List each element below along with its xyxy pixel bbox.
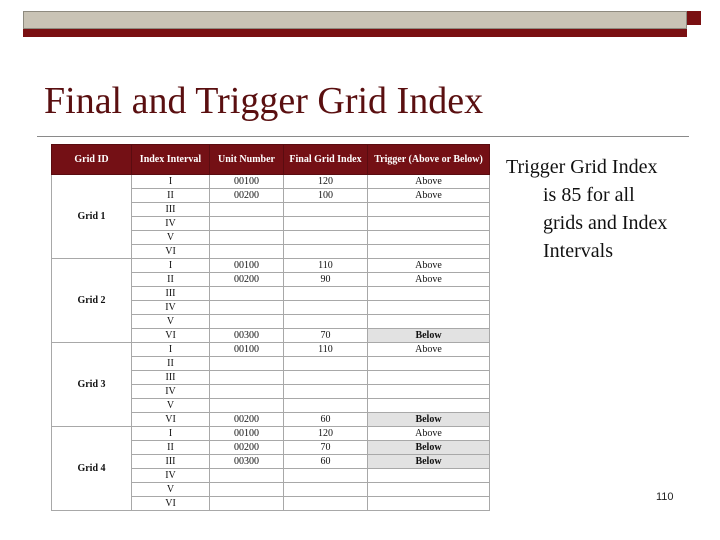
interval-cell: IV bbox=[132, 217, 210, 231]
trigger-cell: Below bbox=[368, 413, 490, 427]
interval-cell: II bbox=[132, 357, 210, 371]
unit-cell bbox=[210, 371, 284, 385]
trigger-cell: Below bbox=[368, 441, 490, 455]
index-cell bbox=[284, 231, 368, 245]
interval-cell: I bbox=[132, 427, 210, 441]
trigger-cell bbox=[368, 497, 490, 511]
index-cell bbox=[284, 301, 368, 315]
index-cell: 60 bbox=[284, 455, 368, 469]
index-cell: 70 bbox=[284, 441, 368, 455]
corner-accent-square bbox=[687, 11, 701, 25]
interval-cell: V bbox=[132, 315, 210, 329]
index-cell bbox=[284, 371, 368, 385]
interval-cell: IV bbox=[132, 385, 210, 399]
bullet-line-4: Intervals bbox=[543, 240, 613, 262]
interval-cell: II bbox=[132, 441, 210, 455]
trigger-cell bbox=[368, 287, 490, 301]
top-decorative-bar bbox=[23, 11, 687, 29]
index-cell bbox=[284, 357, 368, 371]
unit-cell: 00200 bbox=[210, 413, 284, 427]
interval-cell: VI bbox=[132, 245, 210, 259]
unit-cell bbox=[210, 483, 284, 497]
trigger-cell bbox=[368, 483, 490, 497]
table-row bbox=[52, 259, 490, 273]
index-cell bbox=[284, 385, 368, 399]
table-body bbox=[52, 175, 490, 511]
interval-cell: VI bbox=[132, 497, 210, 511]
header-grid-id: Grid ID bbox=[52, 145, 132, 175]
title-divider bbox=[37, 136, 689, 137]
index-cell: 70 bbox=[284, 329, 368, 343]
unit-cell: 00200 bbox=[210, 273, 284, 287]
index-cell: 110 bbox=[284, 259, 368, 273]
index-cell: 60 bbox=[284, 413, 368, 427]
bullet-text bbox=[506, 153, 706, 265]
interval-cell: II bbox=[132, 273, 210, 287]
unit-cell bbox=[210, 315, 284, 329]
interval-cell: V bbox=[132, 399, 210, 413]
index-cell bbox=[284, 217, 368, 231]
trigger-cell: Above bbox=[368, 189, 490, 203]
header-unit-number: Unit Number bbox=[210, 145, 284, 175]
interval-cell: V bbox=[132, 231, 210, 245]
table-row bbox=[52, 343, 490, 357]
index-cell: 110 bbox=[284, 343, 368, 357]
unit-cell bbox=[210, 203, 284, 217]
trigger-cell: Above bbox=[368, 427, 490, 441]
grid-id-cell: Grid 2 bbox=[52, 259, 132, 343]
header-index-interval: Index Interval bbox=[132, 145, 210, 175]
interval-cell: VI bbox=[132, 329, 210, 343]
trigger-cell bbox=[368, 357, 490, 371]
interval-cell: I bbox=[132, 259, 210, 273]
interval-cell: III bbox=[132, 371, 210, 385]
unit-cell bbox=[210, 287, 284, 301]
table-row bbox=[52, 427, 490, 441]
interval-cell: III bbox=[132, 287, 210, 301]
trigger-cell bbox=[368, 217, 490, 231]
interval-cell: IV bbox=[132, 469, 210, 483]
trigger-cell bbox=[368, 315, 490, 329]
unit-cell bbox=[210, 357, 284, 371]
trigger-cell: Above bbox=[368, 175, 490, 189]
trigger-cell: Above bbox=[368, 273, 490, 287]
trigger-cell: Below bbox=[368, 455, 490, 469]
unit-cell: 00100 bbox=[210, 259, 284, 273]
grid-id-cell: Grid 3 bbox=[52, 343, 132, 427]
interval-cell: I bbox=[132, 343, 210, 357]
interval-cell: III bbox=[132, 455, 210, 469]
header-final-grid-index: Final Grid Index bbox=[284, 145, 368, 175]
trigger-cell bbox=[368, 203, 490, 217]
interval-cell: V bbox=[132, 483, 210, 497]
trigger-cell bbox=[368, 301, 490, 315]
unit-cell bbox=[210, 497, 284, 511]
index-cell bbox=[284, 469, 368, 483]
unit-cell bbox=[210, 385, 284, 399]
index-cell bbox=[284, 315, 368, 329]
unit-cell: 00300 bbox=[210, 455, 284, 469]
grid-id-cell: Grid 4 bbox=[52, 427, 132, 511]
table-row bbox=[52, 175, 490, 189]
interval-cell: I bbox=[132, 175, 210, 189]
unit-cell bbox=[210, 245, 284, 259]
grid-id-cell: Grid 1 bbox=[52, 175, 132, 259]
trigger-cell: Above bbox=[368, 343, 490, 357]
unit-cell bbox=[210, 231, 284, 245]
unit-cell: 00100 bbox=[210, 427, 284, 441]
bullet-line-1: Trigger Grid Index bbox=[506, 156, 658, 178]
trigger-cell bbox=[368, 371, 490, 385]
index-cell: 120 bbox=[284, 427, 368, 441]
interval-cell: II bbox=[132, 189, 210, 203]
unit-cell: 00300 bbox=[210, 329, 284, 343]
header-trigger: Trigger (Above or Below) bbox=[368, 145, 490, 175]
unit-cell: 00100 bbox=[210, 175, 284, 189]
trigger-cell: Below bbox=[368, 329, 490, 343]
trigger-cell: Above bbox=[368, 259, 490, 273]
index-cell bbox=[284, 287, 368, 301]
index-cell: 100 bbox=[284, 189, 368, 203]
unit-cell bbox=[210, 399, 284, 413]
unit-cell: 00200 bbox=[210, 189, 284, 203]
index-cell bbox=[284, 483, 368, 497]
index-cell: 90 bbox=[284, 273, 368, 287]
index-cell bbox=[284, 399, 368, 413]
trigger-cell bbox=[368, 469, 490, 483]
interval-cell: VI bbox=[132, 413, 210, 427]
interval-cell: III bbox=[132, 203, 210, 217]
trigger-cell bbox=[368, 231, 490, 245]
bullet-line-2: is 85 for all bbox=[543, 184, 635, 206]
table-header-row bbox=[52, 145, 490, 175]
top-accent-stripe bbox=[23, 29, 687, 37]
interval-cell: IV bbox=[132, 301, 210, 315]
unit-cell bbox=[210, 469, 284, 483]
unit-cell bbox=[210, 301, 284, 315]
grid-index-table bbox=[51, 144, 490, 511]
unit-cell: 00200 bbox=[210, 441, 284, 455]
unit-cell: 00100 bbox=[210, 343, 284, 357]
trigger-cell bbox=[368, 385, 490, 399]
trigger-cell bbox=[368, 399, 490, 413]
index-cell: 120 bbox=[284, 175, 368, 189]
slide-title: Final and Trigger Grid Index bbox=[44, 80, 484, 122]
index-cell bbox=[284, 203, 368, 217]
index-cell bbox=[284, 245, 368, 259]
trigger-cell bbox=[368, 245, 490, 259]
bullet-line-3: grids and Index bbox=[543, 212, 668, 234]
page-number: 110 bbox=[656, 491, 674, 503]
index-cell bbox=[284, 497, 368, 511]
unit-cell bbox=[210, 217, 284, 231]
